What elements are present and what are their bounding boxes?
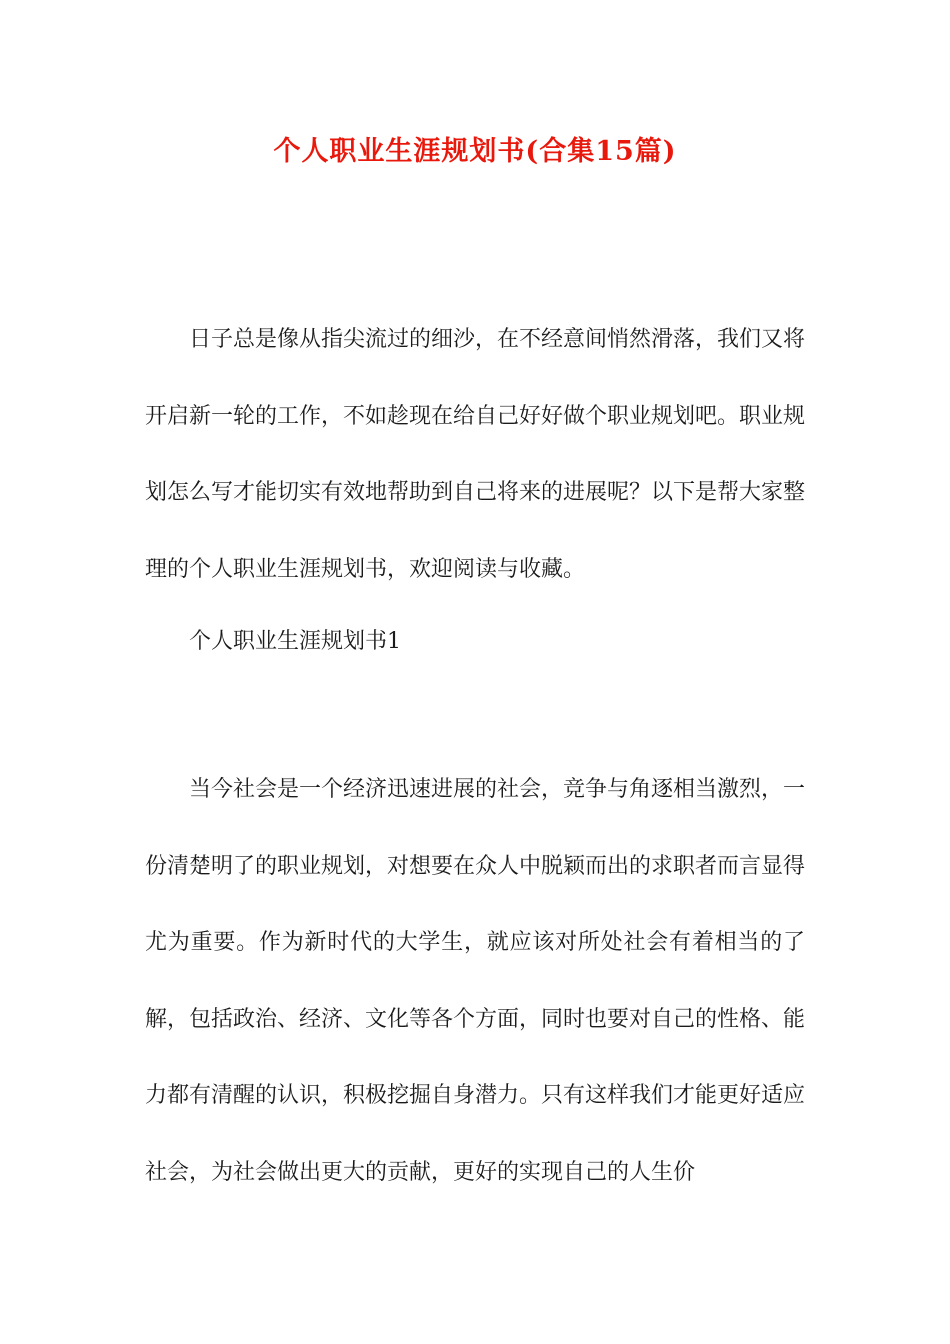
- section-paragraph: 当今社会是一个经济迅速进展的社会，竞争与角逐相当激烈，一份清楚明了的职业规划，对想要在众人中脱颖而出的求职者而言显得尤为重要。作为新时代的大学生，就应该对所处社会有着相当的了解，包括政治、经济、文化等各个方面，同时也要对自己的性格、能力都有清醒的认识，积极挖掘自身潜力。只有这样我们才能更好适应社会，为社会做出更大的贡献，更好的实现自己的人生价: [145, 777, 806, 1185]
- intro-paragraph: 日子总是像从指尖流过的细沙，在不经意间悄然滑落，我们又将开启新一轮的工作，不如趁现在给自己好好做个职业规划吧。职业规划怎么写才能切实有效地帮助到自己将来的进展呢？以下是帮大家整理的个人职业生涯规划书，欢迎阅读与收藏。: [145, 327, 806, 582]
- section-heading: 个人职业生涯规划书1: [189, 629, 401, 654]
- document-title: 个人职业生涯规划书(合集15篇): [273, 136, 677, 167]
